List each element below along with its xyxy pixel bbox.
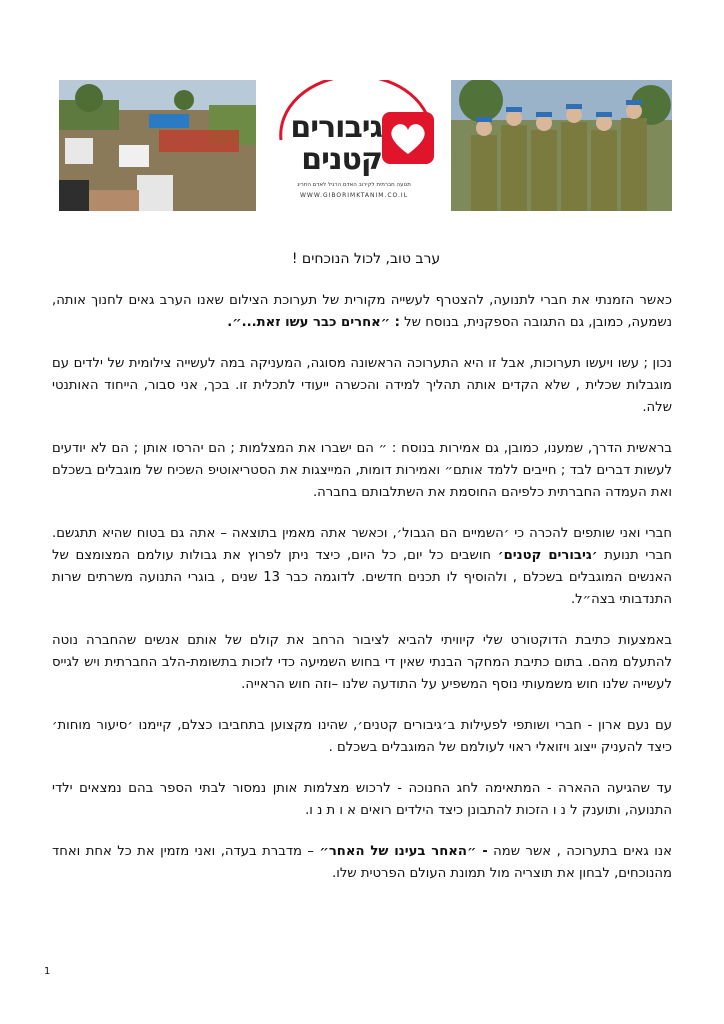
page-number: 1: [44, 966, 51, 977]
logo-word-ktanim: קטנים: [301, 142, 382, 177]
paragraph-7: עד שהגיעה ההארה - המתאימה לחג החנוכה - לרכוש מצלמות אותן נמסור לבתי הספר בהם נמצאים ילדי התנועה, ותוענק ל נ ו הזכות להתבונן כיצד הילדים רואים א ו ת נ ו.: [52, 781, 672, 818]
paragraph-1: כאשר הזמנתי את חברי לתנועה, להצטרף לעשייה מקורית של תערוכת הצילום שאנו הערב גאים לחנוך אותה, נשמעה, כמובן, גם התגובה הספקנית, בנוסח של : ״אחרים כבר עשו זאת...״.: [52, 293, 672, 330]
paragraph-3: בראשית הדרך, שמענו, כמובן, גם אמירות בנוסח : ״ הם ישברו את המצלמות ; הם יהרסו אותן ; הם לא יודעים לעשות דברים לבד ; חייבים ללמד אותם״ ואמירות דומות, המייצגות את הסטריאוטיפ השכיח של מוגבלים בשכלם ואת העמדה החברתית כלפיהם החוסמת את השתלבותם בחברה.: [52, 441, 672, 500]
paragraph-5: באמצעות כתיבת הדוקטורט שלי קיוויתי להביא לציבור הרחב את קולם של אותם אנשים שהחברה נוטה להתעלם מהם. בתום כתיבת המחקר הבנתי שאין די בחוש השמיעה כדי לזכות בתשומת-הלב החברתית ויש לגייס לעשייה שלנו חוש משמעותי נוסף המשפיע על התודעה שלנו –וזה חוש הראייה.: [52, 633, 672, 692]
letter-body: [52, 290, 672, 904]
logo-tagline: תנועה חברתית לקירוב האדם הרגיל לאדם החריג: [297, 182, 411, 188]
greeting: ערב טוב, לכול הנוכחים !: [291, 251, 441, 267]
paragraph-2: נכון ; עשו ויעשו תערוכות, אבל זו היא התערוכה הראשונה מסוגה, המעניקה במה לעשייה צילומית של ילדים עם מוגבלות שכלית , שלא הקדים אותה תהליך למידה והכשרה ייעודי לתכלית זו. בכך, אני סבור, הייחוד האותנטי שלה.: [52, 356, 672, 415]
photo-gathering-vehicles: [59, 80, 256, 211]
giborim-ktanim-logo: [266, 80, 442, 211]
logo-url: WWW.GIBORIMKTANIM.CO.IL: [299, 192, 409, 199]
paragraph-6: עם נעם ארון - חברי ושותפי לפעילות ב׳גיבורים קטנים׳, שהינו מקצוען בתחביבו כצלם, קיימנו ׳סיעור מוחות׳ כיצד להעניק ייצוג ויזואלי ראוי לעולמם של המוגבלים בשכלם .: [52, 718, 672, 755]
paragraph-4: חברי ואני שותפים להכרה כי ׳השמיים הם הגבול׳, וכאשר אתה מאמין בתוצאה – אתה גם בטוח שהיא תתגשם. חברי תנועת ׳גיבורים קטנים׳ חושבים כל יום, כל היום, כיצד ניתן לפרוץ את גבולות עולמם המצומצם של האנשים המוגבלים בשכלם , ולהוסיף לו תכנים חדשים. לדוגמה כבר 13 שנים , בוגרי התנועה משרתים שרות התנדבותי בצה״ל.: [52, 526, 673, 607]
logo-word-giborim: גיבורים: [290, 110, 382, 145]
paragraph-8: אנו גאים בתערוכה , אשר שמה - ״האחר בעינו של האחר״ – מדברת בעדה, ואני מזמין את כל אחת ואחד מהנוכחים, לבחון את תוצריה מול תמונת העולם הפרטית שלו.: [52, 844, 672, 881]
photo-soldiers-group: [451, 80, 672, 211]
